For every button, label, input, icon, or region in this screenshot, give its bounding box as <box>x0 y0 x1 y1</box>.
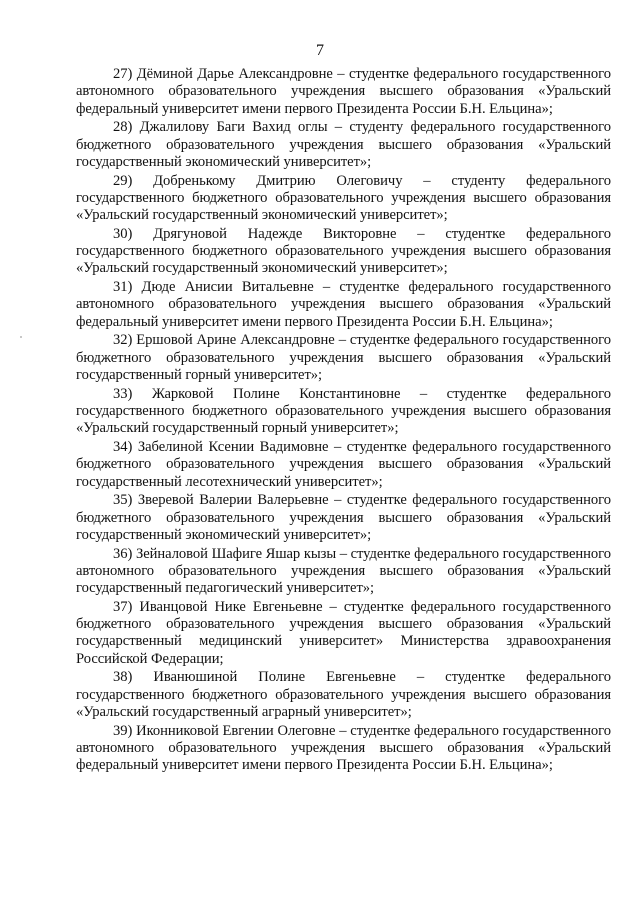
list-item-39: 39) Иконниковой Евгении Олеговне – студентке федерального государственного автономного образовательного учреждения высшего образования «Уральский федеральный университет имени первого Президента России Б.Н. Ельцина»; <box>76 722 611 774</box>
list-item-37: 37) Иванцовой Нике Евгеньевне – студентке федерального государственного бюджетного образовательного учреждения высшего образования «Уральский государственный медицинский университет» Министерства здравоохранения Российской Федерации; <box>76 598 611 667</box>
list-item-33: 33) Жарковой Полине Константиновне – студентке федерального государственного бюджетного образовательного учреждения высшего образования «Уральский государственный горный университет»; <box>76 385 611 437</box>
list-item-38: 38) Иванюшиной Полине Евгеньевне – студентке федерального государственного бюджетного образовательного учреждения высшего образования «Уральский государственный аграрный университет»; <box>76 669 611 720</box>
list-item-30: 30) Дрягуновой Надежде Викторовне – студентке федерального государственного бюджетного образовательного учреждения высшего образования «Уральский государственный экономический университет»; <box>76 225 611 277</box>
list-item-31: 31) Дюде Анисии Витальевне – студентке федерального государственного автономного образовательного учреждения высшего образования «Уральский федеральный университет имени первого Президента России Б.Н. Ельцина»; <box>76 279 611 330</box>
list-item-27: 27) Дёминой Дарье Александровне – студентке федерального государственного автономного образовательного учреждения высшего образования «Уральский федеральный университет имени первого Президента России Б.Н. Ельцина»; <box>76 66 611 117</box>
award-recipients-list <box>76 66 611 776</box>
page-number: 7 <box>316 42 324 59</box>
list-item-34: 34) Забелиной Ксении Вадимовне – студентке федерального государственного бюджетного образовательного учреждения высшего образования «Уральский государственный лесотехнический университет»; <box>76 438 611 490</box>
list-item-35: 35) Зверевой Валерии Валерьевне – студентке федерального государственного бюджетного образовательного учреждения высшего образования «Уральский государственный экономический университет»; <box>76 492 611 543</box>
list-item-32: 32) Ершовой Арине Александровне – студентке федерального государственного бюджетного образовательного учреждения высшего образования «Уральский государственный горный университет»; <box>76 332 611 383</box>
list-item-29: 29) Добренькому Дмитрию Олеговичу – студенту федерального государственного бюджетного образовательного учреждения высшего образования «Уральский государственный экономический университет»; <box>76 172 611 224</box>
scan-speck <box>20 336 22 338</box>
list-item-36: 36) Зейналовой Шафиге Яшар кызы – студентке федерального государственного автономного образовательного учреждения высшего образования «Уральский государственный педагогический университет»; <box>76 545 611 597</box>
list-item-28: 28) Джалилову Баги Вахид оглы – студенту федерального государственного бюджетного образовательного учреждения высшего образования «Уральский государственный экономический университет»; <box>76 119 611 170</box>
